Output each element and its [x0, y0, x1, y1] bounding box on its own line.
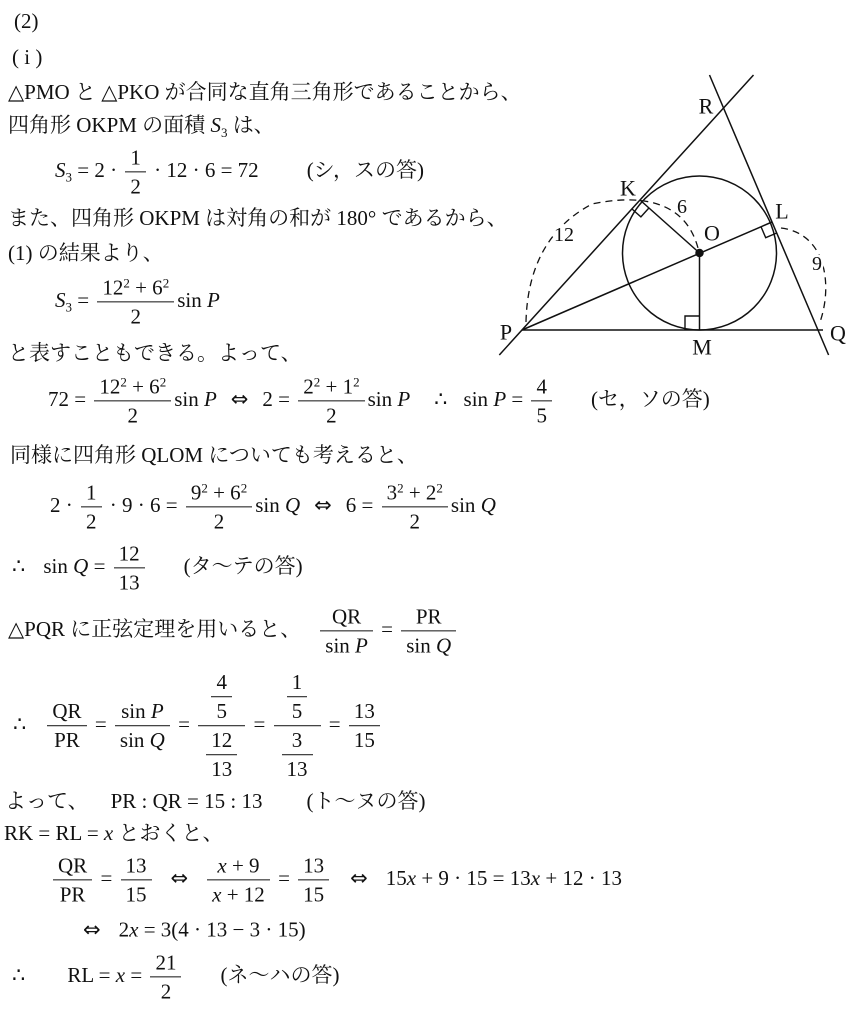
fraction: $\frac{1}{2}$	[81, 480, 102, 533]
length-label-PK: 12	[554, 224, 574, 246]
fraction: $\frac{1}{2}$	[125, 145, 146, 198]
incircle-triangle-diagram	[480, 60, 858, 370]
incenter-point	[695, 249, 703, 257]
solution-line-l3: △PMO と △PKO が合同な直角三角形であることから、	[8, 80, 522, 104]
length-label-QL: 9	[812, 253, 822, 275]
dashed-arc-L-Q	[781, 228, 826, 322]
dashed-arc-P-K-O	[526, 200, 698, 322]
vertex-label-R: R	[698, 93, 714, 119]
solution-line-l11: 同様に四角形 QLOM についても考えると、	[10, 443, 418, 467]
fraction	[274, 670, 321, 782]
radius-OK	[640, 200, 700, 253]
length-label-OK: 6	[677, 196, 687, 218]
fraction: $\frac{12^2 + 6^2}{2}$	[97, 275, 174, 328]
solution-line-l1: (2)	[14, 9, 39, 33]
fraction: $\frac{21}{2}$	[150, 950, 181, 1003]
side-PR-line	[499, 75, 753, 355]
vertex-label-P: P	[499, 319, 513, 345]
fraction: $\frac{3}{13}$	[282, 729, 313, 782]
fraction: $\frac{x + 9}{x + 12}$	[207, 853, 270, 906]
fraction: $\frac{13}{15}$	[298, 853, 329, 906]
right-angle-mark-M	[685, 316, 700, 330]
solution-line-l16: よって、 PR : QR = 15 : 13 (ト～ヌの答)	[5, 789, 426, 813]
fraction	[198, 670, 245, 782]
solution-line-l14: △PQR に正弦定理を用いると、 $\frac{QR}{\text{sin P}}$ = $\frac{PR}{\text{sin Q}}$	[8, 604, 459, 657]
fraction: $\frac{4}{5}$	[211, 670, 232, 723]
fraction: $\frac{13}{15}$	[121, 853, 152, 906]
vertex-label-Q: Q	[830, 320, 846, 346]
point-label-K: K	[620, 175, 636, 201]
fraction: $\frac{QR}{PR}$	[47, 699, 86, 752]
point-label-L: L	[775, 198, 789, 224]
solution-line-l19: ⇔ 2x = 3(4 · 13 − 3 · 15)	[83, 917, 306, 942]
solution-line-l15: ∴ $\frac{QR}{PR}$ = $\frac{\text{sin P}}{\text{sin Q}}$ = $\frac{\frac{4}{5}}{\frac{12}{13}}$ = $\frac{\frac{1}{5}}{\frac{3}{13}}$ = $\frac{13}{15}$	[13, 670, 383, 782]
solution-line-l20: ∴ RL = x = $\frac{21}{2}$ (ネ～ハの答)	[12, 950, 340, 1004]
fraction: $\frac{13}{15}$	[349, 699, 380, 752]
fraction: $\frac{\text{sin P}}{\text{sin Q}}$	[115, 699, 170, 752]
center-label-O: O	[704, 220, 720, 246]
fraction: $\frac{4}{5}$	[531, 374, 552, 427]
point-label-M: M	[692, 334, 712, 360]
solution-line-l18: $\frac{QR}{PR}$ = $\frac{13}{15}$ ⇔ $\frac{x + 9}{x + 12}$ = $\frac{13}{15}$ ⇔ 15x + 9 · 15 = 13x + 12 · 13	[50, 853, 622, 906]
fraction: $\frac{12}{13}$	[206, 729, 237, 782]
fraction: $\frac{9^2 + 6^2}{2}$	[186, 480, 252, 533]
fraction: $\frac{1}{5}$	[287, 670, 308, 723]
solution-line-l2: ( i )	[12, 45, 43, 69]
solution-line-l5: $S_3 = 2$ · $\frac{1}{2}$ · 12 · 6 = 72 (シ，スの答)	[55, 145, 424, 199]
fraction: $\frac{12^2 + 6^2}{2}$	[94, 374, 171, 427]
fraction: $\frac{QR}{\text{sin P}}$	[320, 604, 373, 657]
solution-line-l10: 72 = $\frac{12^2 + 6^2}{2}$ sin P ⇔ 2 = $\frac{2^2 + 1^2}{2}$ sin P ∴ sin P = $\frac{4}{5}$ (セ，ソの答)	[48, 374, 710, 428]
solution-line-l13: ∴ sin Q = $\frac{12}{13}$ (タ～テの答)	[12, 541, 303, 595]
solution-line-l9: と表すこともできる。よって、	[8, 341, 302, 365]
side-QR-line	[710, 75, 829, 355]
solution-line-l12: 2 · $\frac{1}{2}$ · 9 · 6 = $\frac{9^2 + 6^2}{2}$ sin Q ⇔ 6 = $\frac{3^2 + 2^2}{2}$ sin Q	[50, 480, 496, 534]
solution-line-l17: RK = RL = x とおくと、	[4, 821, 224, 845]
fraction: $\frac{QR}{PR}$	[53, 853, 92, 906]
fraction: $\frac{2^2 + 1^2}{2}$	[298, 374, 364, 427]
fraction: $\frac{12}{13}$	[114, 541, 145, 594]
solution-line-l7: (1) の結果より、	[8, 241, 164, 265]
solution-line-l6: また、四角形 OKPM は対角の和が 180° であるから、	[8, 206, 508, 230]
fraction: $\frac{3^2 + 2^2}{2}$	[382, 480, 448, 533]
solution-line-l4: 四角形 OKPM の面積 $S_3$ は、	[8, 113, 275, 140]
fraction: $\frac{PR}{\text{sin Q}}$	[401, 604, 456, 657]
solution-line-l8: $S_3$ = $\frac{12^2 + 6^2}{2}$ sin P	[55, 275, 220, 329]
